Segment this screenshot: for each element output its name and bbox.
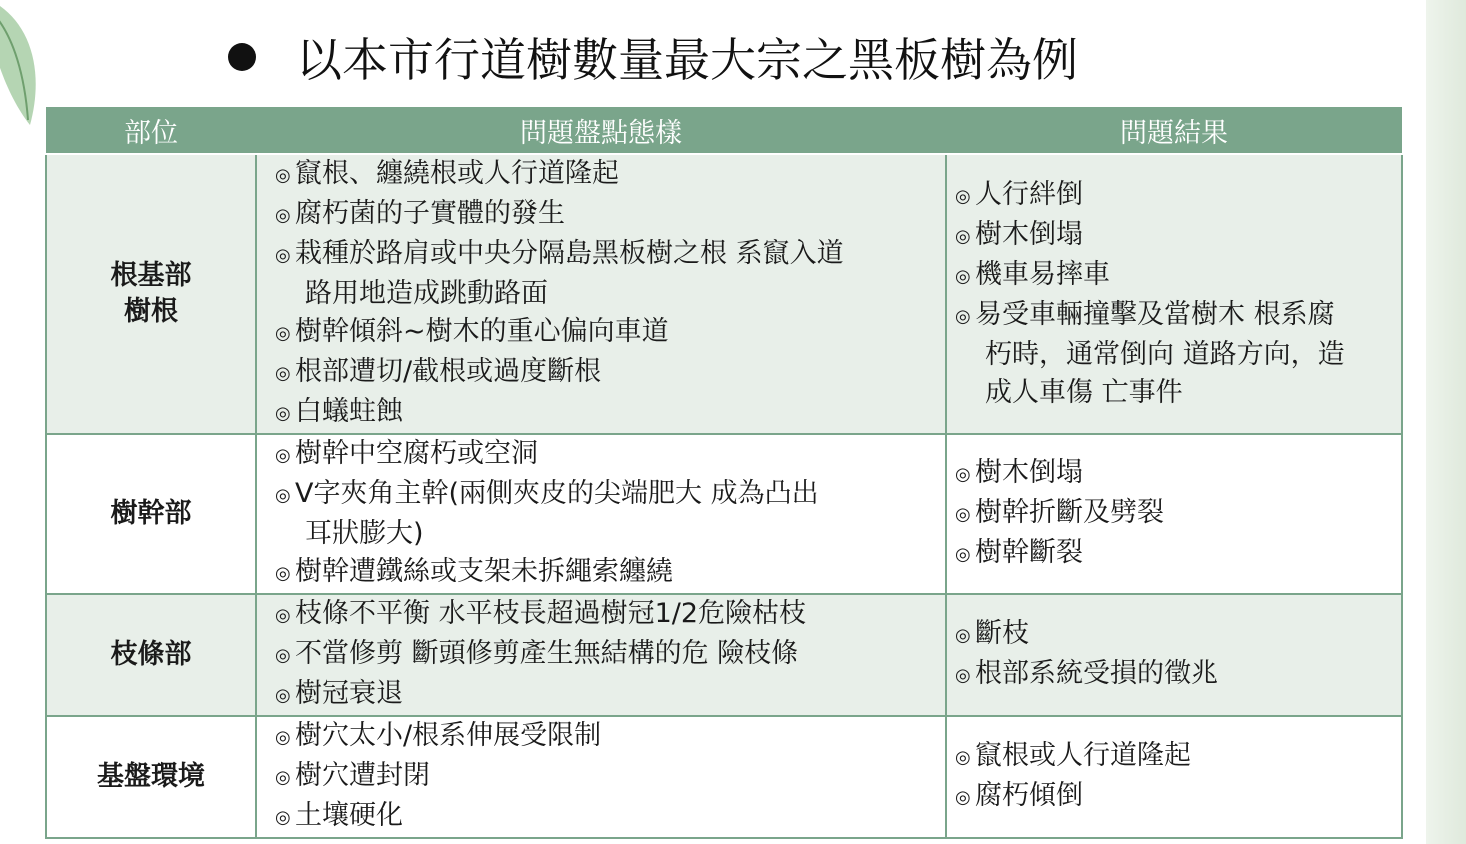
list-item-text: 樹木倒塌: [975, 219, 1083, 250]
list-item: [955, 777, 1401, 817]
background-gradient: [1426, 0, 1466, 844]
list-item: [955, 256, 1401, 296]
list-item: [275, 393, 945, 433]
list-item-text: 路用地造成跳動路面: [305, 278, 548, 309]
bullet-marker-icon: ◎: [275, 563, 291, 584]
list-item-text: 栽種於路肩或中央分隔島黑板樹之根 系竄入道: [295, 238, 844, 269]
problems-cell: [256, 434, 946, 594]
list-item-text: 樹幹斷裂: [975, 537, 1083, 568]
list-item-text: 機車易摔車: [975, 259, 1110, 290]
list-item-text: 樹幹遭鐵絲或支架未拆繩索纏繞: [295, 556, 673, 587]
header-problems: 問題盤點態樣: [256, 107, 946, 154]
list-item: [955, 494, 1401, 534]
list-item-text: 樹穴太小/根系伸展受限制: [295, 720, 602, 751]
part-cell: [46, 434, 256, 594]
bullet-marker-icon: ◎: [955, 665, 971, 686]
list-item: [955, 216, 1401, 256]
list-item-text: 樹幹傾斜~樹木的重心偏向車道: [295, 316, 669, 347]
table-header-row: [46, 107, 1402, 154]
list-item-text: 竄根或人行道隆起: [975, 740, 1191, 771]
bullet-marker-icon: ◎: [955, 266, 971, 287]
list-item-text: 樹冠衰退: [295, 678, 403, 709]
bullet-marker-icon: ◎: [275, 767, 291, 788]
list-item: [955, 176, 1401, 216]
part-label: 枝條部: [110, 639, 192, 670]
bullet-marker-icon: ◎: [955, 226, 971, 247]
problems-cell: [256, 716, 946, 838]
list-item: [955, 374, 1401, 412]
list-item-text: 腐朽菌的子實體的發生: [295, 198, 565, 229]
list-item: [955, 655, 1401, 695]
list-item: [275, 155, 945, 195]
bullet-marker-icon: ◎: [275, 605, 291, 626]
bullet-marker-icon: ◎: [275, 205, 291, 226]
results-cell: [946, 434, 1402, 594]
results-cell: [946, 154, 1402, 434]
list-item: [275, 435, 945, 475]
bullet-marker-icon: ◎: [955, 747, 971, 768]
list-item-text: 成人車傷 亡事件: [985, 377, 1183, 408]
list-item-text: 樹幹折斷及劈裂: [975, 497, 1164, 528]
list-item-text: 斷枝: [975, 618, 1029, 649]
title-bullet-icon: [228, 43, 256, 71]
bullet-marker-icon: ◎: [275, 645, 291, 666]
bullet-marker-icon: ◎: [275, 685, 291, 706]
bullet-marker-icon: ◎: [275, 403, 291, 424]
list-item: [275, 515, 945, 553]
header-part: 部位: [46, 107, 256, 154]
part-label: 根基部: [110, 260, 192, 291]
list-item: [275, 757, 945, 797]
bullet-marker-icon: ◎: [275, 445, 291, 466]
list-item-text: 不當修剪 斷頭修剪產生無結構的危 險枝條: [295, 638, 799, 669]
list-item-text: 耳狀膨大): [305, 518, 424, 549]
part-label: 樹幹部: [110, 498, 192, 529]
list-item-text: 白蟻蛀蝕: [295, 396, 403, 427]
list-item: [275, 275, 945, 313]
list-item: [275, 675, 945, 715]
part-label: 基盤環境: [97, 761, 205, 792]
list-item: [955, 615, 1401, 655]
list-item-text: 竄根、纏繞根或人行道隆起: [295, 158, 619, 189]
list-item: [955, 737, 1401, 777]
list-item: [275, 797, 945, 837]
list-item: [275, 353, 945, 393]
problems-cell: [256, 154, 946, 434]
bullet-marker-icon: ◎: [275, 165, 291, 186]
list-item-text: 人行絆倒: [975, 179, 1083, 210]
bullet-marker-icon: ◎: [275, 323, 291, 344]
results-cell: [946, 716, 1402, 838]
list-item: [275, 553, 945, 593]
list-item-text: 枝條不平衡 水平枝長超過樹冠1/2危險枯枝: [295, 598, 807, 629]
list-item-text: V字夾角主幹(兩側夾皮的尖端肥大 成為凸出: [295, 478, 819, 509]
bullet-marker-icon: ◎: [275, 363, 291, 384]
table-row: [46, 434, 1402, 594]
bullet-marker-icon: ◎: [275, 807, 291, 828]
list-item-text: 樹穴遭封閉: [295, 760, 430, 791]
bullet-marker-icon: ◎: [955, 306, 971, 327]
list-item-text: 易受車輛撞擊及當樹木 根系腐: [975, 299, 1335, 330]
list-item-text: 樹幹中空腐朽或空洞: [295, 438, 538, 469]
list-item-text: 土壤硬化: [295, 800, 403, 831]
bullet-marker-icon: ◎: [275, 485, 291, 506]
list-item-text: 樹木倒塌: [975, 457, 1083, 488]
bullet-marker-icon: ◎: [275, 245, 291, 266]
bullet-marker-icon: ◎: [955, 504, 971, 525]
list-item-text: 根部遭切/截根或過度斷根: [295, 356, 602, 387]
list-item: [955, 454, 1401, 494]
list-item: [275, 235, 945, 275]
part-cell: [46, 594, 256, 716]
list-item-text: 腐朽傾倒: [975, 780, 1083, 811]
bullet-marker-icon: ◎: [955, 787, 971, 808]
list-item: [275, 717, 945, 757]
bullet-marker-icon: ◎: [955, 186, 971, 207]
list-item: [275, 195, 945, 235]
part-cell: [46, 716, 256, 838]
part-cell: [46, 154, 256, 434]
bullet-marker-icon: ◎: [955, 464, 971, 485]
list-item: [955, 296, 1401, 336]
list-item: [955, 336, 1401, 374]
part-label: 樹根: [124, 296, 178, 327]
list-item: [955, 534, 1401, 574]
list-item-text: 根部系統受損的徵兆: [975, 658, 1218, 689]
table-row: [46, 154, 1402, 434]
list-item-text: 朽時，通常倒向 道路方向，造: [985, 339, 1345, 370]
problem-table: [45, 107, 1403, 839]
bullet-marker-icon: ◎: [275, 727, 291, 748]
page-title: [228, 22, 1078, 92]
title-text: 以本市行道樹數量最大宗之黑板樹為例: [296, 33, 1078, 87]
list-item: [275, 595, 945, 635]
list-item: [275, 635, 945, 675]
list-item: [275, 313, 945, 353]
bullet-marker-icon: ◎: [955, 625, 971, 646]
table-row: [46, 594, 1402, 716]
table-row: [46, 716, 1402, 838]
list-item: [275, 475, 945, 515]
bullet-marker-icon: ◎: [955, 544, 971, 565]
header-results: 問題結果: [946, 107, 1402, 154]
problems-cell: [256, 594, 946, 716]
results-cell: [946, 594, 1402, 716]
